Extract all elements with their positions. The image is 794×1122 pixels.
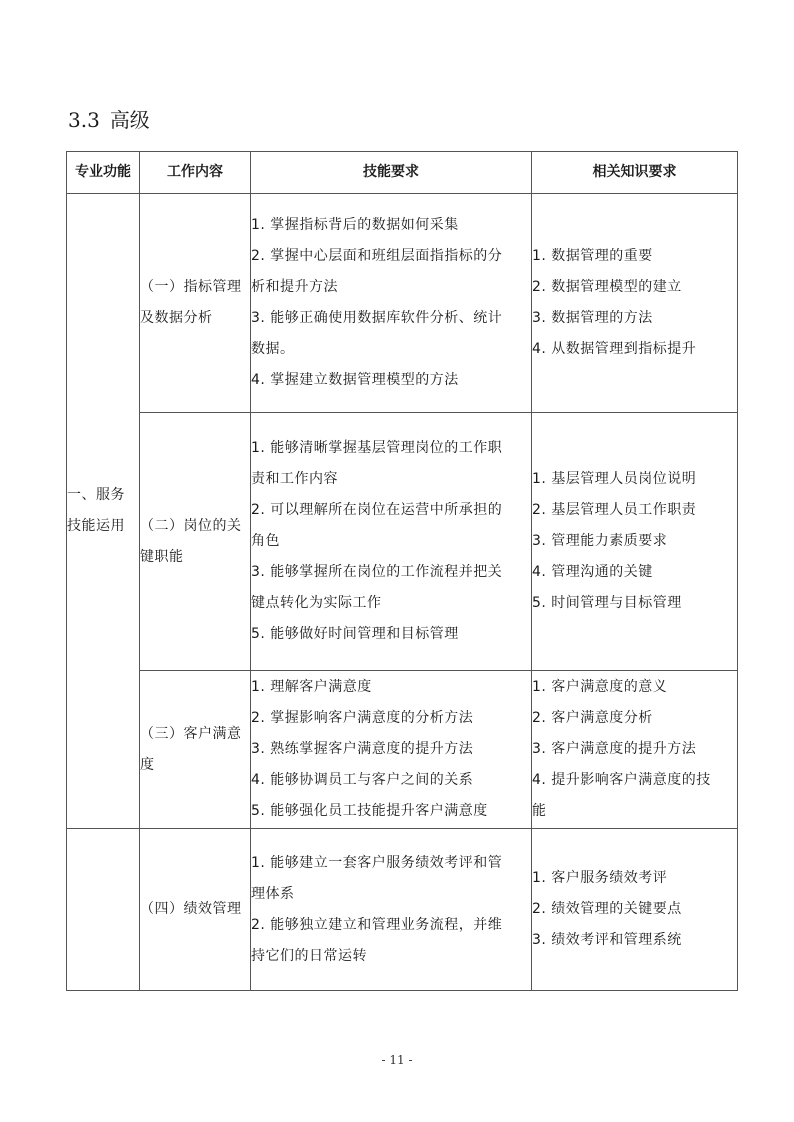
knowledge-line: 2. 绩效管理的关键要点 — [532, 901, 682, 917]
skills-cell — [251, 829, 532, 991]
knowledge-line: 4. 管理沟通的关键 — [532, 564, 653, 580]
function-line: 一、服务 — [67, 487, 125, 503]
skill-line: 3. 能够正确使用数据库软件分析、统计 — [251, 310, 503, 326]
skill-line: 1. 能够清晰掌握基层管理岗位的工作职 — [251, 440, 503, 456]
knowledge-line: 2. 数据管理模型的建立 — [532, 279, 682, 295]
work-content-cell — [140, 671, 251, 829]
knowledge-line: 3. 管理能力素质要求 — [532, 533, 668, 549]
content-line: （二）岗位的关 — [140, 517, 242, 534]
knowledge-cell — [532, 194, 738, 413]
skill-line: 5. 能够做好时间管理和目标管理 — [251, 626, 459, 642]
table-row — [67, 194, 738, 413]
section-title: 高级 — [109, 108, 150, 132]
knowledge-line: 3. 客户满意度的提升方法 — [532, 741, 697, 757]
skills-cell — [251, 194, 532, 413]
skill-line: 4. 掌握建立数据管理模型的方法 — [251, 372, 459, 388]
table-row — [67, 413, 738, 671]
skill-line: 1. 理解客户满意度 — [251, 679, 372, 695]
content-line: （一）指标管理 — [140, 279, 242, 295]
skill-line: 4. 能够协调员工与客户之间的关系 — [251, 772, 474, 788]
skills-cell — [251, 413, 532, 671]
function-line: 技能运用 — [67, 518, 125, 534]
knowledge-line: 4. 从数据管理到指标提升 — [532, 341, 697, 357]
knowledge-line: 3. 数据管理的方法 — [532, 310, 653, 326]
knowledge-line: 1. 数据管理的重要 — [532, 248, 653, 264]
table-row — [67, 671, 738, 829]
skill-line: 析和提升方法 — [251, 279, 338, 295]
knowledge-line: 1. 客户满意度的意义 — [532, 679, 668, 695]
skill-line: 2. 掌握中心层面和班组层面指指标的分 — [251, 248, 503, 264]
skill-line: 持它们的日常运转 — [251, 947, 367, 964]
skill-line: 1. 掌握指标背后的数据如何采集 — [251, 217, 459, 233]
skill-line: 2. 掌握影响客户满意度的分析方法 — [251, 710, 474, 726]
knowledge-cell — [532, 829, 738, 991]
content-line: 度 — [140, 756, 155, 773]
knowledge-line: 2. 客户满意度分析 — [532, 710, 653, 726]
page-number: - 11 - — [381, 1053, 413, 1067]
header-work-content: 工作内容 — [140, 152, 251, 194]
table-header-row — [67, 152, 738, 194]
knowledge-line: 5. 时间管理与目标管理 — [532, 595, 682, 611]
header-function: 专业功能 — [67, 152, 140, 194]
content-line: 及数据分析 — [140, 310, 213, 326]
content-line: 键职能 — [140, 548, 184, 565]
skill-line: 理体系 — [251, 885, 295, 902]
knowledge-line: 1. 基层管理人员岗位说明 — [532, 471, 697, 487]
knowledge-cell — [532, 671, 738, 829]
skill-line: 2. 能够独立建立和管理业务流程，并维 — [251, 916, 503, 933]
header-skill-requirements: 技能要求 — [251, 152, 532, 194]
skill-line: 键点转化为实际工作 — [251, 595, 382, 611]
skill-line: 3. 熟练掌握客户满意度的提升方法 — [251, 741, 474, 757]
knowledge-line: 2. 基层管理人员工作职责 — [532, 502, 697, 518]
knowledge-line: 能 — [532, 803, 547, 819]
skill-line: 3. 能够掌握所在岗位的工作流程并把关 — [251, 564, 503, 580]
content-line: （三）客户满意 — [140, 725, 242, 742]
skill-line: 角色 — [251, 533, 280, 549]
knowledge-cell — [532, 413, 738, 671]
skill-line: 责和工作内容 — [251, 471, 338, 487]
function-cell-empty — [67, 829, 140, 991]
skills-requirements-table — [66, 151, 738, 991]
content-line: （四）绩效管理 — [140, 901, 242, 917]
function-cell — [67, 194, 140, 829]
knowledge-line: 1. 客户服务绩效考评 — [532, 870, 668, 886]
skill-line: 1. 能够建立一套客户服务绩效考评和管 — [251, 854, 503, 871]
header-knowledge-requirements: 相关知识要求 — [532, 152, 738, 194]
skill-line: 数据。 — [251, 341, 295, 357]
work-content-cell — [140, 413, 251, 671]
table-row — [67, 829, 738, 991]
knowledge-line: 3. 绩效考评和管理系统 — [532, 932, 682, 948]
section-heading — [68, 106, 150, 134]
skills-cell — [251, 671, 532, 829]
section-number: 3.3 — [68, 108, 100, 132]
work-content-cell — [140, 829, 251, 991]
skill-line: 2. 可以理解所在岗位在运营中所承担的 — [251, 502, 503, 518]
work-content-cell — [140, 194, 251, 413]
skill-line: 5. 能够强化员工技能提升客户满意度 — [251, 803, 488, 819]
knowledge-line: 4. 提升影响客户满意度的技 — [532, 772, 711, 788]
